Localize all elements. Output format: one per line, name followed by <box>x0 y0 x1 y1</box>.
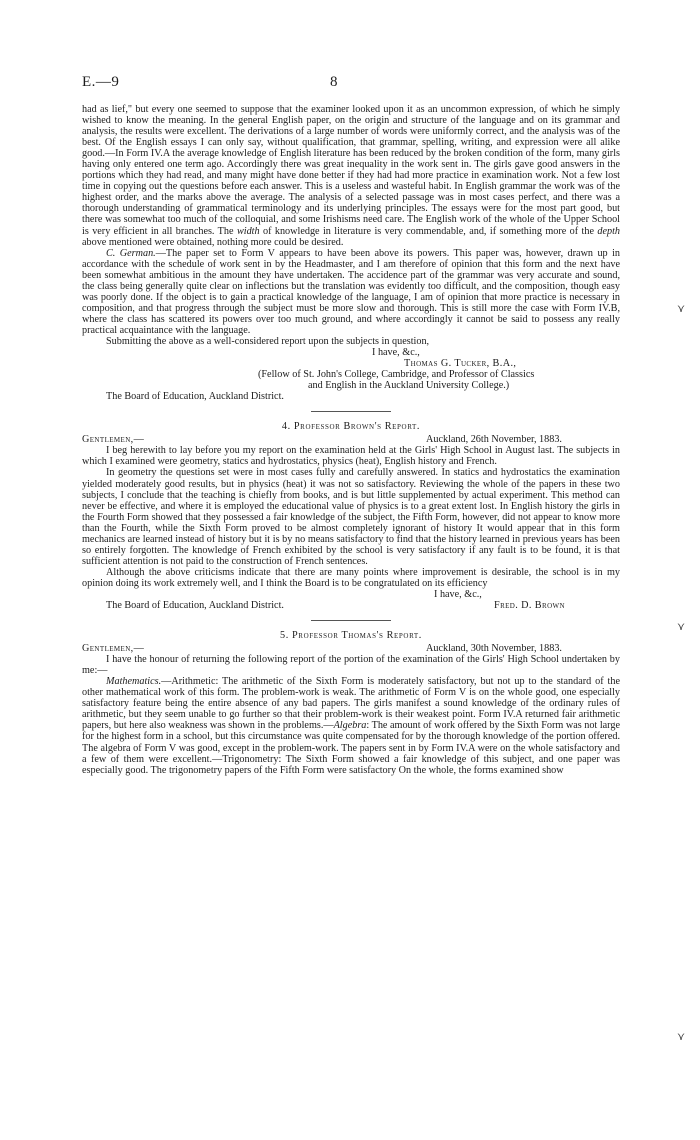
page-header <box>82 74 612 96</box>
text-column <box>82 104 620 776</box>
tucker-signatory: Thomas G. Tucker, B.A., <box>404 358 517 370</box>
thomas-intro: I have the honour of returning the following report of the portion of the examination of the Girls' High School undertaken by me:— <box>82 654 620 677</box>
tucker-affiliation-line-1: (Fellow of St. John's College, Cambridge, and Professor of Classics <box>258 369 535 381</box>
margin-mark: ⋎ <box>677 620 686 633</box>
tucker-affiliation-line-2: and English in the Auckland University College.) <box>308 380 510 392</box>
brown-place-date: Auckland, 26th November, 1883. <box>426 434 562 446</box>
depth-emphasis: depth <box>597 225 621 237</box>
brown-salutation-line <box>82 434 620 445</box>
margin-mark: ⋎ <box>677 302 686 315</box>
brown-addressee-signature-line <box>82 600 620 611</box>
thomas-salutation-line <box>82 643 620 654</box>
width-emphasis: width <box>236 225 260 237</box>
page-number: 8 <box>330 74 338 90</box>
brown-paragraph-1: I beg herewith to lay before you my report on the examination held at the Girls' High School in August last. The subjects in which I examined were geometry, statics and hydrostatics, physics (heat), English history and French. <box>82 445 620 468</box>
thomas-mathematics-paragraph: Mathematics.—Arithmetic: The arithmetic of the Sixth Form is moderately satisfactory, but not up to the standard of the other mathematical work of this form. The problem-work is weak. The arithmetic of Form V is on the whole good, one especially satisfactory feature being the entire absence of any bad papers. The girls manifest a sound knowledge of the ordinary rules of arithmetic, but they seem unable to go further so that their problem-work is their weakest point. Form IV.A returned fair arithmetic papers, but here also weakness was shown in the problems.—Algebra: The amount of work offered by the Sixth Form was not large for the highest form in a school, but this circumstance was quite compensated for by the thorough knowledge of the portion offered. The algebra of Form V was good, except in the problem-work. The papers sent in by Form IV.A were on the whole satisfactory and a few of them were excellent.—Trigonometry: The Sixth Form showed a fair knowledge of this subject, and one paper was especially good. The trigonometry papers of the Fifth Form were satisfactory On the whole, the forms examined show <box>82 676 620 776</box>
brown-salutation: Gentlemen,— <box>82 434 145 446</box>
tucker-english-paragraph: had as lief," but every one seemed to suppose that the examiner looked upon it as an uncommon expression, of which he simply wished to know the meaning. In the general English paper, on the origin and structure of the language and on its grammar and analysis, the results were excellent. The derivations of a large number of words were uniformly correct, and the analysis was of the best. Of the English essays I can only say, without qualification, that grammar, spelling, writing, and expression were all alike good.—In Form IV.A the average knowledge of English literature has been reduced by the broken condition of the form, many girls having only entered one term ago. Accordingly there was great inequality in the work sent in. The girls gave good answers in the portions which they had read, and many might have done better if they had had more practice in examination work. Not a few lost time in copying out the questions before each answer. This is a useless and wasteful habit. In English grammar the work was of the highest order, and the marks above the average. The analysis of a selected passage was in most cases perfect, and there was a thorough understanding of grammatical terminology and its underlying principles. The essays were for the most part good, but there was somewhat too much of the colloquial, and some Irishisms need care. The English work of the whole of the Upper School is very efficient in all branches. The width of knowledge in literature is very commendable, and, if something more of the depth above mentioned were obtained, nothing more could be desired. <box>82 104 621 248</box>
mathematics-label: Mathematics. <box>106 676 162 688</box>
tucker-signature-line <box>82 358 620 369</box>
thomas-salutation: Gentlemen,— <box>82 643 145 655</box>
german-section-label: C. German. <box>106 247 156 259</box>
algebra-label: Algebra <box>333 720 367 732</box>
section-divider <box>311 620 391 621</box>
thomas-place-date: Auckland, 30th November, 1883. <box>426 643 562 655</box>
tucker-closing: Submitting the above as a well-considered report upon the subjects in question, <box>106 335 430 347</box>
tucker-german-paragraph: C. German.—The paper set to Form V appears to have been above its powers. This paper was, however, drawn up in accordance with the schedule of work sent in by the Headmaster, and I am therefore of opinion that this form and the next have been somewhat ambitious in the amount they have undertaken. The accidence part of the grammar was very accurate and sound, the class being generally quite clear on inflections but the translation was evidently too difficult, and the composition, though easy was poorly done. If the object is to gain a practical knowledge of the language, I am of opinion that more practice is necessary in composition, and that progress through the subject must be more slow and thorough. This is still more the case with Form IV.B, where the class has scattered its powers over too much ground, and where accordingly it cannot be said to possess any really practical acquaintance with the language. <box>82 247 620 336</box>
brown-addressee: The Board of Education, Auckland District. <box>106 600 284 612</box>
tucker-addressee-line: The Board of Education, Auckland District. <box>106 391 284 403</box>
trigonometry-label: Trigonometry <box>222 753 279 765</box>
parliamentary-paper-reference: E.—9 <box>82 74 120 90</box>
margin-mark: ⋎ <box>677 1030 686 1043</box>
tucker-valediction-line: I have, &c., <box>372 347 420 359</box>
brown-valediction-line: I have, &c., <box>434 588 482 600</box>
thomas-report-heading: 5. Professor Thomas's Report. <box>280 630 422 642</box>
brown-paragraph-3: Although the above criticisms indicate that there are many points where improvement is desirable, the school is in my opinion doing its work extremely well, and I think the Board is to be congratulated on its efficiency <box>82 566 620 589</box>
section-divider <box>311 411 391 412</box>
brown-signatory: Fred. D. Brown <box>494 600 565 612</box>
brown-report-heading: 4. Professor Brown's Report. <box>281 421 421 433</box>
brown-paragraph-2: In geometry the questions set were in most cases fully and carefully answered. In statics and hydrostatics the examination yielded moderately good results, but in physics (heat) it was not so satisfactory. Reviewing the whole of the papers in these two subjects, I conclude that the teaching is chiefly from books, and is but little supplemented by actual experiment. This method can never be effective, and where it is employed the educational value of physics is to a great extent lost. In English history the girls in the Fourth Form showed that they possessed a fair knowledge of the subject, the Fifth Form, however, did not appear to know more than the Fourth, while the Sixth Form proved to be almost completely ignorant of history It would appear that in this form mechanics are learned instead of history but it is by no means satisfactory to find that the history learned in previous years has been so entirely forgotten. The knowledge of French exhibited by the school is very satisfactory if any fault is to be found, it is that sufficient attention is not paid to the construction of French sentences. <box>82 467 620 567</box>
